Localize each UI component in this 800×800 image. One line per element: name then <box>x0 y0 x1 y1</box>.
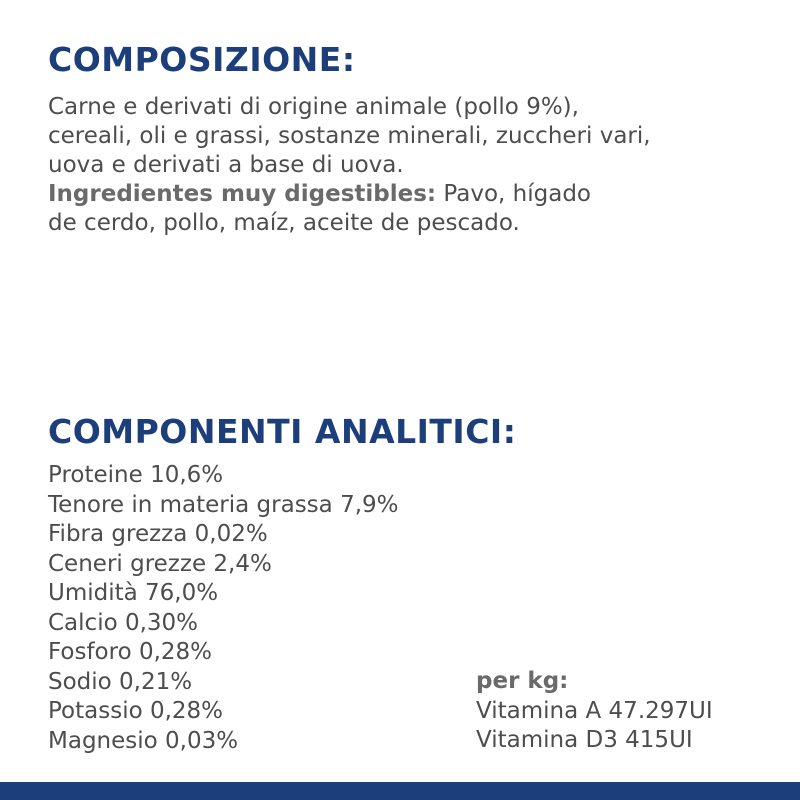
digestible-ingredients-continued: de cerdo, pollo, maíz, aceite de pescado. <box>48 210 520 236</box>
per-kg-title: per kg: <box>476 668 569 694</box>
analytics-item: Ceneri grezze 2,4% <box>48 550 272 577</box>
digestible-ingredients-text: Pavo, hígado <box>436 181 591 207</box>
analytics-item: Fosforo 0,28% <box>48 639 213 665</box>
analytics-item: Sodio 0,21% <box>48 668 193 695</box>
analytics-item: Calcio 0,30% <box>48 609 199 636</box>
analytics-item: Tenore in materia grassa 7,9% <box>48 491 399 518</box>
digestible-ingredients-line <box>48 180 768 209</box>
analytics-item: Umidità 76,0% <box>48 580 219 606</box>
composition-line: Carne e derivati di origine animale (pollo 9%), <box>48 94 579 120</box>
vitamin-item: Vitamina D3 415UI <box>476 727 693 753</box>
analytics-heading: COMPONENTI ANALITICI: <box>48 412 517 451</box>
analytics-item: Potassio 0,28% <box>48 698 224 724</box>
composition-line: cereali, oli e grassi, sostanze minerali, zuccheri vari, <box>48 123 651 149</box>
footer-bar <box>0 782 800 800</box>
analytics-item: Magnesio 0,03% <box>48 727 239 754</box>
composition-line: uova e derivati a base di uova. <box>48 152 404 178</box>
analytics-item: Proteine 10,6% <box>48 462 224 488</box>
vitamin-item: Vitamina A 47.297UI <box>476 697 713 724</box>
per-kg-block <box>476 667 713 756</box>
digestible-ingredients-label: Ingredientes muy digestibles: <box>48 181 437 207</box>
analytics-list <box>48 461 399 756</box>
composition-heading: COMPOSIZIONE: <box>48 40 356 79</box>
analytics-item: Fibra grezza 0,02% <box>48 521 268 547</box>
composition-text <box>48 93 768 238</box>
